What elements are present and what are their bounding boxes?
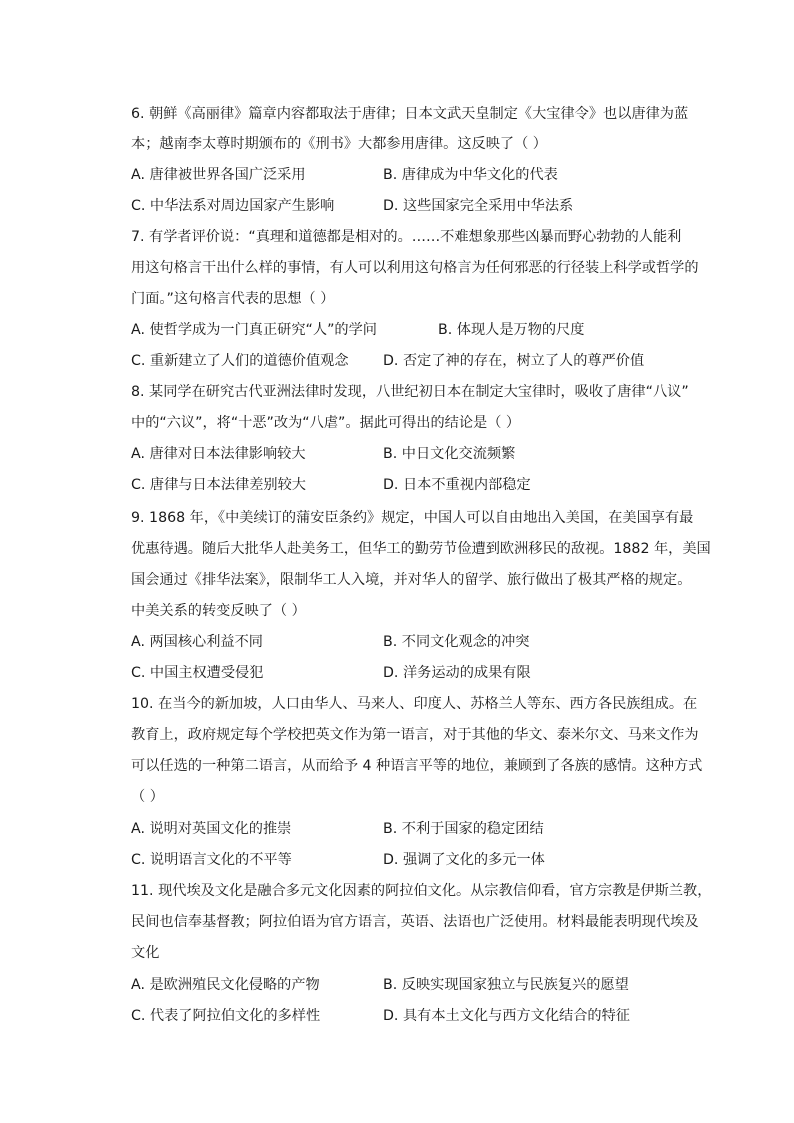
question-10-option-c: C. 说明语言文化的不平等 [131,852,292,868]
question-9-line-3: 国会通过《排华法案》，限制华工人入境，并对华人的留学、旅行做出了极其严格的规定。 [131,572,692,588]
question-11-option-b: B. 反映实现国家独立与民族复兴的愿望 [383,977,629,993]
question-10-option-b: B. 不利于国家的稳定团结 [383,821,544,837]
question-8-line-2: 中的“六议”，将“十恶”改为“八虐”。据此可得出的结论是（ ） [131,415,521,431]
question-7-line-2: 用这句格言干出什么样的事情，有人可以利用这句格言为任何邪恶的行径装上科学或哲学的 [131,260,699,276]
question-7-option-b: B. 体现人是万物的尺度 [438,322,585,338]
question-7-option-d: D. 否定了神的存在，树立了人的尊严价值 [383,353,645,369]
question-11-option-d: D. 具有本土文化与西方文化结合的特征 [383,1008,630,1024]
question-7-option-a: A. 使哲学成为一门真正研究“人”的学问 [131,322,377,338]
question-9-option-b: B. 不同文化观念的冲突 [383,634,530,650]
question-6-option-b: B. 唐律成为中华文化的代表 [383,167,558,183]
question-8-line-1: 8. 某同学在研究古代亚洲法律时发现，八世纪初日本在制定大宝律时，吸收了唐律“八议” [131,384,689,400]
question-9-option-a: A. 两国核心利益不同 [131,634,263,650]
question-11-option-a: A. 是欧洲殖民文化侵略的产物 [131,977,320,993]
question-6-option-d: D. 这些国家完全采用中华法系 [383,198,574,214]
question-6-option-a: A. 唐律被世界各国广泛采用 [131,167,306,183]
question-9-option-d: D. 洋务运动的成果有限 [383,665,531,681]
question-11-line-2: 民间也信奉基督教；阿拉伯语为官方语言，英语、法语也广泛使用。材料最能表明现代埃及 [131,914,699,930]
question-8-option-d: D. 日本不重视内部稳定 [383,477,531,493]
question-11-line-3: 文化 [131,945,160,961]
question-9-line-4: 中美关系的转变反映了（ ） [131,603,306,619]
question-6-option-c: C. 中华法系对周边国家产生影响 [131,198,335,214]
question-10-line-4: （ ） [131,789,164,805]
question-8-option-a: A. 唐律对日本法律影响较大 [131,446,306,462]
question-11-option-c: C. 代表了阿拉伯文化的多样性 [131,1008,321,1024]
question-9-option-c: C. 中国主权遭受侵犯 [131,665,264,681]
question-11-line-1: 11. 现代埃及文化是融合多元文化因素的阿拉伯文化。从宗教信仰看，官方宗教是伊斯兰教， [131,883,712,899]
question-8-option-c: C. 唐律与日本法律差别较大 [131,477,306,493]
question-7-line-1: 7. 有学者评价说：“真理和道德都是相对的。……不难想象那些凶暴而野心勃勃的人能利 [131,229,682,245]
question-6-line-1: 6. 朝鲜《高丽律》篇章内容都取法于唐律；日本文武天皇制定《大宝律令》也以唐律为蓝 [131,106,689,122]
question-10-option-a: A. 说明对英国文化的推崇 [131,821,292,837]
question-8-option-b: B. 中日文化交流频繁 [383,446,516,462]
question-7-line-3: 门面。”这句格言代表的思想（ ） [131,291,335,307]
question-10-line-3: 可以任选的一种第二语言，从而给予 4 种语言平等的地位，兼顾到了各族的感情。这种方式 [131,758,703,774]
question-7-option-c: C. 重新建立了人们的道德价值观念 [131,353,349,369]
question-10-option-d: D. 强调了文化的多元一体 [383,852,545,868]
question-6-line-2: 本；越南李太尊时期颁布的《刑书》大都参用唐律。这反映了（ ） [131,136,547,152]
question-10-line-1: 10. 在当今的新加坡，人口由华人、马来人、印度人、苏格兰人等东、西方各民族组成。在 [131,696,698,712]
question-9-line-1: 9. 1868 年，《中美续订的蒲安臣条约》规定，中国人可以自由地出入美国，在美国享有最 [131,510,694,526]
question-10-line-2: 教育上，政府规定每个学校把英文作为第一语言，对于其他的华文、泰米尔文、马来文作为 [131,727,699,743]
question-9-line-2: 优惠待遇。随后大批华人赴美务工，但华工的勤劳节俭遭到欧洲移民的敌视。1882 年，美国 [131,541,711,557]
